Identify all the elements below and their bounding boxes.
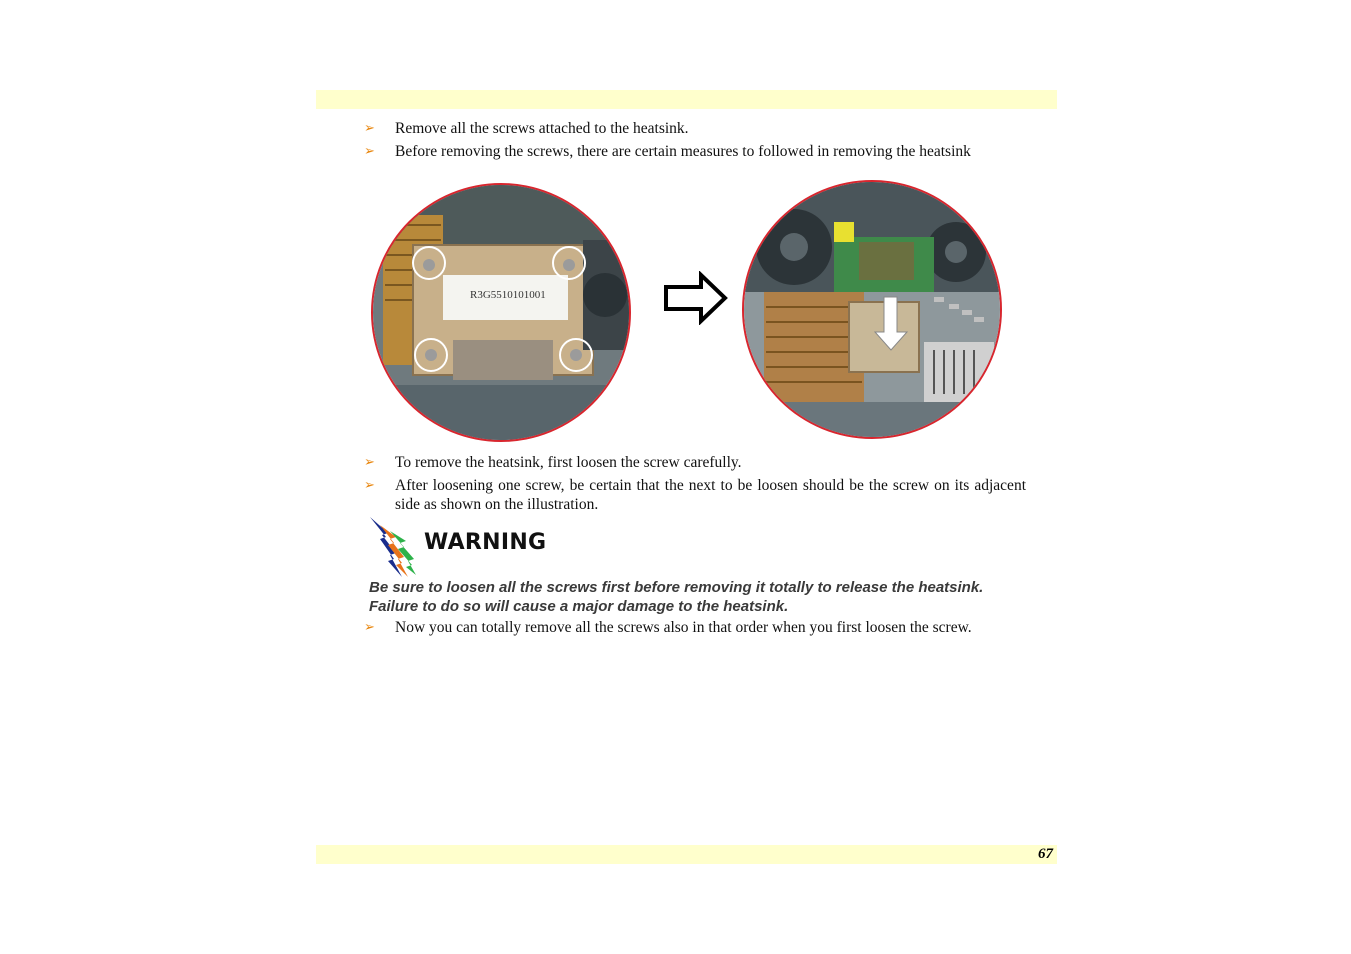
footer-band [316,845,1057,864]
heatsink-removal-photo [742,180,1002,439]
arrow-bullet-icon: ➢ [364,478,375,493]
heatsink-screws-photo [371,183,631,442]
lightning-warning-icon [368,515,420,579]
step-remove-screws: ➢ Remove all the screws attached to the heatsink. [364,120,689,137]
step-loosen-screw: ➢ To remove the heatsink, first loosen the screw carefully. [364,454,742,471]
page-number: 67 [1038,846,1053,862]
header-band [316,90,1057,109]
step-measures: ➢ Before removing the screws, there are certain measures to followed in removing the heatsink [364,143,971,160]
arrow-bullet-icon: ➢ [364,620,375,635]
arrow-bullet-icon: ➢ [364,121,375,136]
next-step-arrow-icon [663,271,729,325]
step-remove-all-screws: ➢ Now you can totally remove all the screws also in that order when you first loosen the screw. [364,619,972,636]
step-adjacent-screw: ➢ After loosening one screw, be certain that the next to be loosen should be the screw on its adjacent side as shown on the illustration. [364,477,1026,513]
heatsink-part-label: R3G5510101001 [470,289,546,301]
warning-title: WARNING [424,530,547,555]
arrow-bullet-icon: ➢ [364,144,375,159]
arrow-bullet-icon: ➢ [364,455,375,470]
warning-message: Be sure to loosen all the screws first before removing it totally to release the heatsink. Failure to do so will cause a major damage to the heatsink. [369,579,984,615]
